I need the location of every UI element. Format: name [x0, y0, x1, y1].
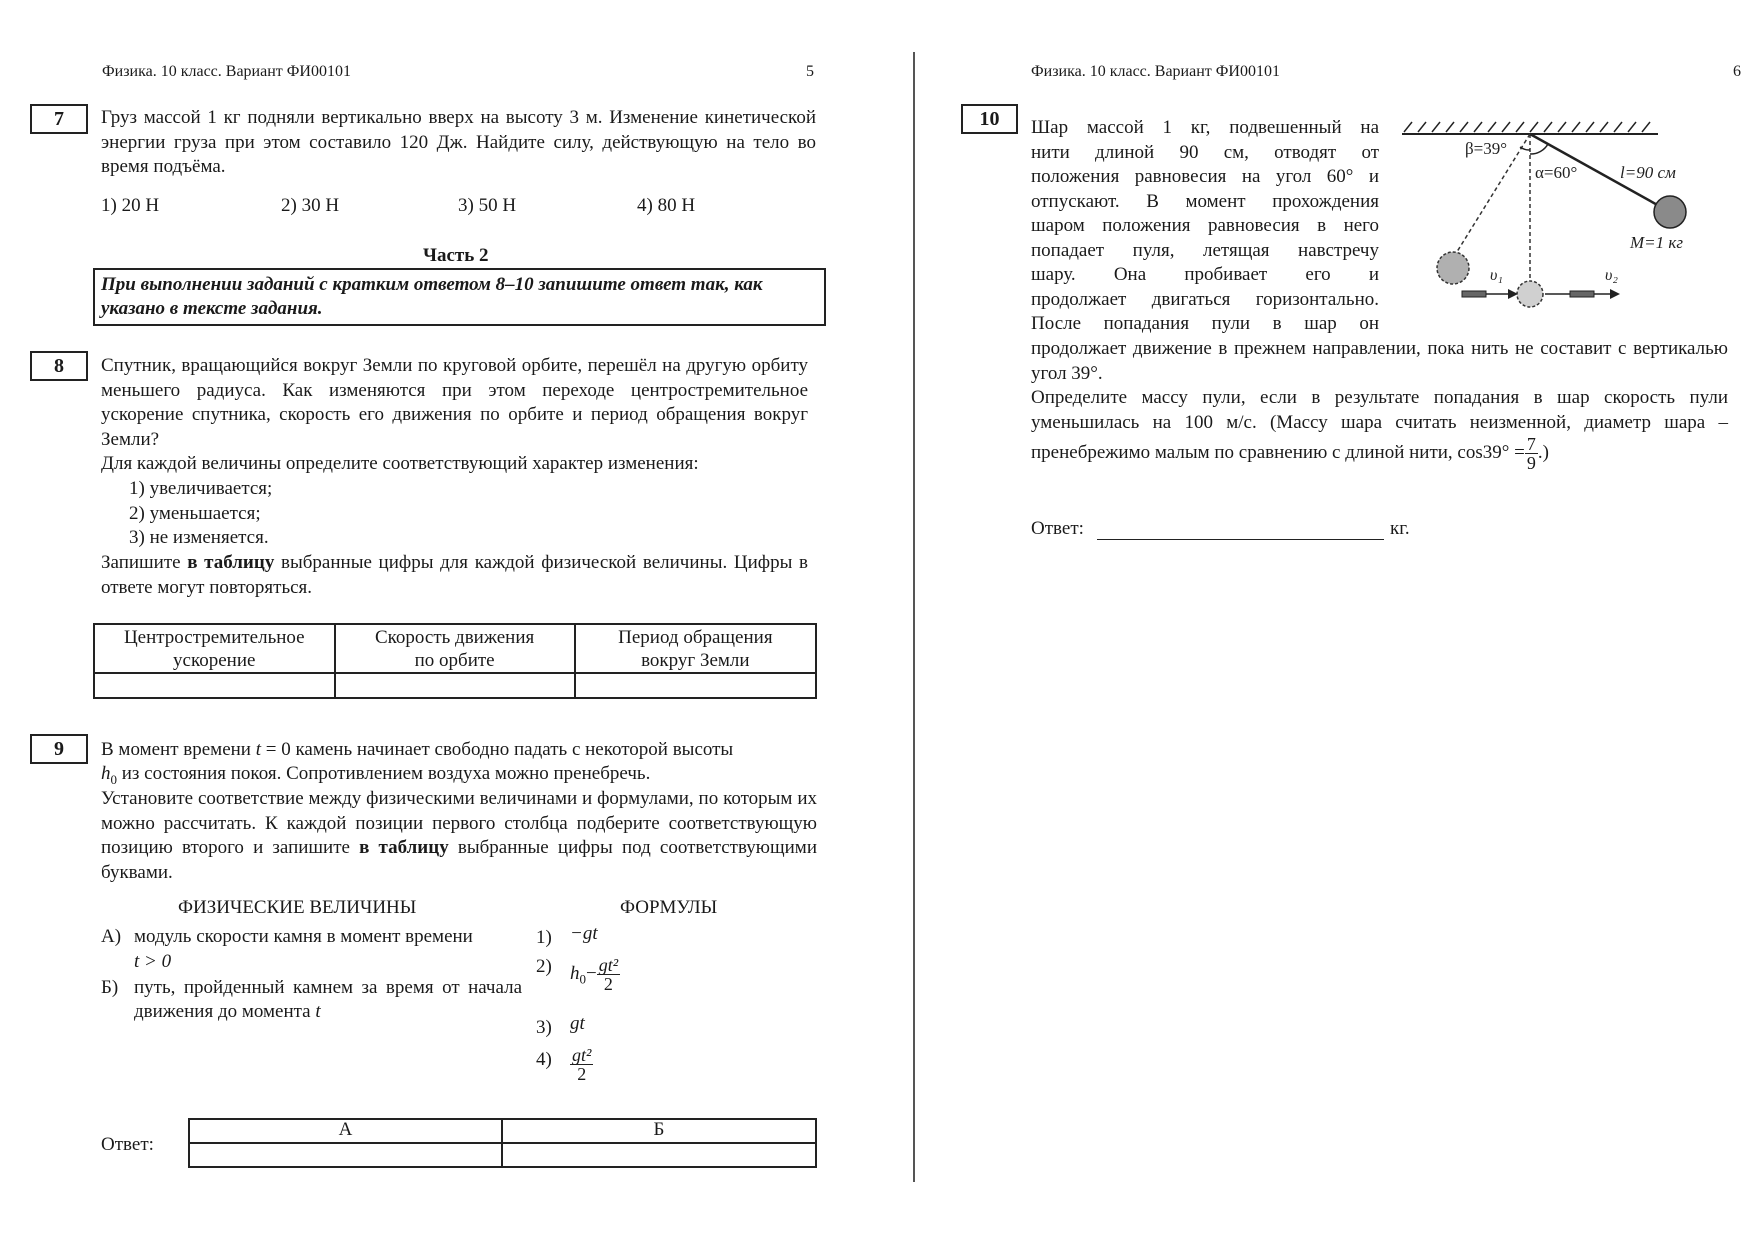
v1-label: υ₁ [1490, 267, 1503, 284]
task10-question: Определите массу пули, если в результате попадания в шар скорость пули уменьшилась на 100 м/с. (Массу шара считать неизменной, диаметр шара – пренебрежимо малым по сравнению с длиной нити, cos39° = $\frac{7}{9}$ .) [1031, 387, 1728, 473]
bullet-after [1570, 291, 1594, 297]
right-page-number: 6 [1733, 63, 1741, 80]
task8-number: 8 [30, 351, 88, 381]
task9-formula-1: −gt [570, 923, 598, 944]
task9-answer-cell-b[interactable] [502, 1143, 816, 1167]
task9-line2: $h_0$ из состояния покоя. Сопротивлением воздуха можно пренебречь. [101, 763, 651, 787]
ball-deflected [1654, 196, 1686, 228]
beta-label: β=39° [1465, 139, 1508, 158]
task9-quantity-a-text: модуль скорости камня в момент времени [134, 926, 473, 947]
task9-quantity-a-label: А) [101, 926, 122, 947]
task10-answer-label: Ответ: [1031, 518, 1084, 539]
ball-equilibrium [1517, 281, 1543, 307]
task8-col-speed: Скорость движения по орбите [335, 624, 575, 673]
task8-col-acceleration: Центростремительное ускорение [94, 624, 335, 673]
task9-quantity-a-cond: t > 0 [134, 951, 172, 972]
task8-answer-cell-3[interactable] [575, 673, 816, 698]
task10-continuation: продолжает движение в прежнем направлении, пока нить не составит с вертикалью угол 39°. [1031, 338, 1728, 384]
task10-pendulum-figure [1390, 110, 1710, 310]
task9-formula-4-label: 4) [536, 1049, 552, 1070]
task10-answer-field[interactable] [1097, 539, 1384, 540]
task8-choice-2: 2) уменьшается; [129, 503, 261, 524]
task9-answer-table [188, 1118, 817, 1168]
task8-col-period: Период обращения вокруг Земли [575, 624, 816, 673]
task9-formula-4: $\frac{\text{gt²}}{2}$ [572, 1045, 592, 1084]
task8-answer-cell-2[interactable] [335, 673, 575, 698]
task7-option-4: 4) 80 Н [637, 195, 696, 216]
task9-formula-3-label: 3) [536, 1017, 552, 1038]
task7-option-2: 2) 30 Н [281, 195, 340, 216]
arrow-v1 [1508, 289, 1518, 299]
task10-line: Шар массой 1 кг, подвешенный на [1031, 117, 1379, 138]
task8-answer-table [93, 623, 817, 699]
task7-option-1: 1) 20 Н [101, 195, 160, 216]
alpha-arc [1530, 144, 1548, 154]
page-divider [913, 52, 915, 1182]
ball-after-hit [1437, 252, 1469, 284]
task10-line: шару. Она пробивает его и [1031, 264, 1379, 285]
task9-answer-cell-a[interactable] [189, 1143, 502, 1167]
task8-table-hint: Запишите в таблицу выбранные цифры для каждой физической величины. Цифры в ответе могут повторяться. [101, 552, 808, 598]
task7-number: 7 [30, 104, 88, 134]
task9-col-b: Б [502, 1119, 816, 1143]
task9-quantity-b-label: Б) [101, 977, 119, 998]
left-page-number: 5 [806, 63, 814, 80]
task9-line1: В момент времени t = 0 камень начинает свободно падать с некоторой высоты [101, 739, 734, 760]
arrow-v2 [1610, 289, 1620, 299]
part2-note: При выполнении заданий с кратким ответом 8–10 запишите ответ так, как указано в тексте задания. [93, 268, 826, 326]
task10-answer-unit: кг. [1390, 518, 1410, 539]
part2-title: Часть 2 [423, 245, 489, 266]
alpha-label: α=60° [1535, 163, 1578, 182]
task10-line: После попадания пули в шар он [1031, 313, 1379, 334]
task9-text: Установите соответствие между физическими величинами и формулами, по которым их можно рассчитать. К каждой позиции первого столбца подберите соответствующую позицию второго и запишите в таблицу выбранные цифры под соответствующими буквами. [101, 788, 817, 883]
task10-line: продолжает двигаться горизонтально. [1031, 288, 1379, 310]
task10-line: положения равновесия на угол 60° и [1031, 166, 1379, 187]
v2-label: υ₂ [1605, 267, 1618, 284]
task9-formulas-header: ФОРМУЛЫ [620, 897, 718, 918]
length-label: l=90 см [1620, 163, 1676, 182]
task7-text: Груз массой 1 кг подняли вертикально вверх на высоту 3 м. Изменение кинетической энергии груза при этом составило 120 Дж. Найдите силу, действующую на тело во время подъёма. [101, 107, 816, 177]
task10-line: нити длиной 90 см, отводят от [1031, 141, 1379, 163]
beta-arc [1520, 147, 1530, 150]
mass-label: M=1 кг [1630, 233, 1683, 252]
left-header: Физика. 10 класс. Вариант ФИ00101 [102, 63, 351, 80]
task10-number: 10 [961, 104, 1018, 134]
task9-answer-label: Ответ: [101, 1134, 154, 1155]
task10-line: шаром положения равновесия в него [1031, 215, 1379, 236]
task10-line: попадает пуля, летящая навстречу [1031, 239, 1379, 261]
task8-choice-3: 3) не изменяется. [129, 527, 269, 548]
task9-formula-1-label: 1) [536, 927, 552, 948]
task10-line: отпускают. В момент прохождения [1031, 190, 1379, 212]
task9-quantities-header: ФИЗИЧЕСКИЕ ВЕЛИЧИНЫ [178, 897, 417, 918]
task9-formula-2: $h_0-$ $\frac{\text{gt²}}{2}$ [570, 955, 619, 994]
task9-quantity-b-text: путь, пройденный камнем за время от начала движения до момента t [134, 977, 522, 1022]
task10-wrap-text [1031, 116, 1379, 337]
task9-number: 9 [30, 734, 88, 764]
task8-choice-1: 1) увеличивается; [129, 478, 273, 499]
ceiling [1402, 122, 1658, 134]
right-header: Физика. 10 класс. Вариант ФИ00101 [1031, 63, 1280, 80]
bullet-before [1462, 291, 1486, 297]
task9-formula-3: gt [570, 1013, 585, 1034]
task8-text: Спутник, вращающийся вокруг Земли по круговой орбите, перешёл на другую орбиту меньшего радиуса. Как изменяются при этом переходе центростремительное ускорение спутника, скорость его движения по орбите и период обращения вокруг Земли? [101, 355, 808, 450]
task7-option-3: 3) 50 Н [458, 195, 517, 216]
task9-formula-2-label: 2) [536, 956, 552, 977]
task9-col-a: А [189, 1119, 502, 1143]
task8-instruction: Для каждой величины определите соответствующий характер изменения: [101, 453, 699, 474]
task8-answer-cell-1[interactable] [94, 673, 335, 698]
